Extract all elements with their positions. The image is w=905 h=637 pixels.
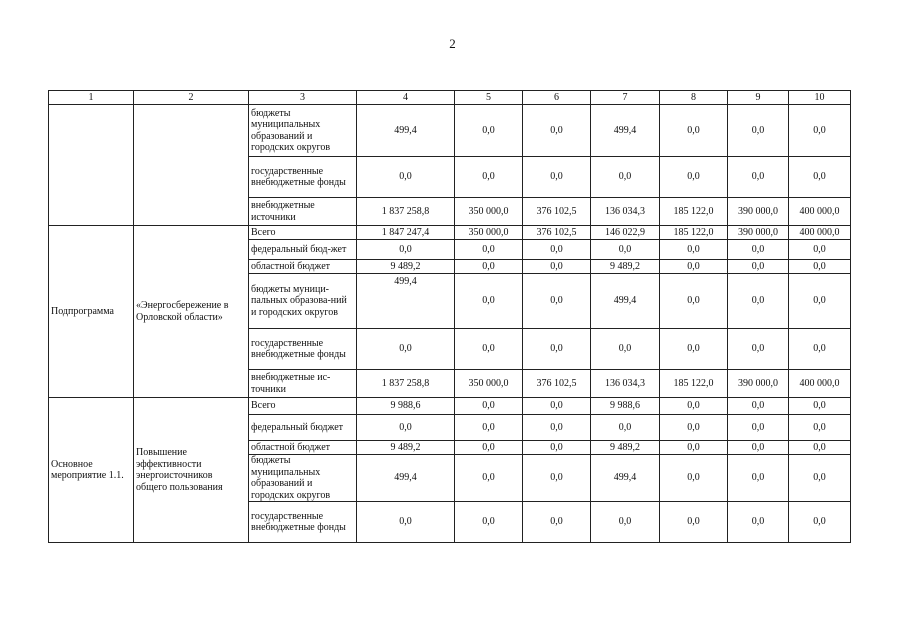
amount-cell: 185 122,0 [660, 198, 728, 226]
amount-cell: 0,0 [455, 157, 523, 198]
amount-cell: 0,0 [523, 240, 591, 260]
amount-cell: 390 000,0 [728, 370, 789, 398]
amount-cell: 0,0 [455, 329, 523, 370]
amount-cell: 0,0 [591, 240, 660, 260]
amount-cell: 136 034,3 [591, 370, 660, 398]
amount-cell: 0,0 [660, 502, 728, 543]
amount-cell: 0,0 [523, 329, 591, 370]
amount-cell: 0,0 [591, 502, 660, 543]
budget-table [48, 90, 851, 543]
column-header: 8 [660, 91, 728, 105]
amount-cell: 376 102,5 [523, 198, 591, 226]
amount-cell: 0,0 [728, 329, 789, 370]
column-header: 9 [728, 91, 789, 105]
amount-cell: 0,0 [728, 441, 789, 455]
amount-cell: 499,4 [591, 274, 660, 329]
amount-cell: 0,0 [357, 240, 455, 260]
funding-source-cell: областной бюджет [249, 441, 357, 455]
column-header: 1 [49, 91, 134, 105]
amount-cell: 0,0 [660, 455, 728, 502]
table-row [49, 226, 851, 240]
amount-cell: 0,0 [523, 105, 591, 157]
funding-source-cell: государственные внебюджетные фонды [249, 502, 357, 543]
amount-cell: 0,0 [455, 240, 523, 260]
funding-source-cell: государственные внебюджетные фонды [249, 157, 357, 198]
amount-cell: 0,0 [789, 441, 851, 455]
amount-cell: 0,0 [455, 274, 523, 329]
header-row [49, 91, 851, 105]
amount-cell: 0,0 [660, 415, 728, 441]
amount-cell: 0,0 [728, 415, 789, 441]
amount-cell: 390 000,0 [728, 226, 789, 240]
amount-cell: 0,0 [591, 329, 660, 370]
amount-cell: 0,0 [660, 105, 728, 157]
amount-cell: 0,0 [523, 260, 591, 274]
program-name-cell [134, 105, 249, 226]
amount-cell: 0,0 [728, 398, 789, 415]
amount-cell: 0,0 [789, 502, 851, 543]
amount-cell: 0,0 [523, 398, 591, 415]
amount-cell: 400 000,0 [789, 370, 851, 398]
amount-cell: 0,0 [660, 274, 728, 329]
amount-cell: 499,4 [591, 105, 660, 157]
amount-cell: 350 000,0 [455, 198, 523, 226]
amount-cell: 499,4 [357, 274, 455, 329]
amount-cell: 1 837 258,8 [357, 198, 455, 226]
amount-cell: 0,0 [789, 455, 851, 502]
amount-cell: 185 122,0 [660, 370, 728, 398]
amount-cell: 0,0 [523, 415, 591, 441]
amount-cell: 0,0 [789, 240, 851, 260]
amount-cell: 0,0 [728, 260, 789, 274]
amount-cell: 0,0 [523, 502, 591, 543]
amount-cell: 0,0 [455, 398, 523, 415]
amount-cell: 390 000,0 [728, 198, 789, 226]
column-header: 2 [134, 91, 249, 105]
funding-source-cell: внебюджетные источники [249, 198, 357, 226]
amount-cell: 0,0 [728, 455, 789, 502]
amount-cell: 0,0 [523, 274, 591, 329]
amount-cell: 9 489,2 [591, 441, 660, 455]
amount-cell: 0,0 [789, 398, 851, 415]
amount-cell: 9 489,2 [591, 260, 660, 274]
amount-cell: 0,0 [728, 105, 789, 157]
amount-cell: 1 837 258,8 [357, 370, 455, 398]
amount-cell: 0,0 [789, 157, 851, 198]
amount-cell: 0,0 [789, 274, 851, 329]
amount-cell: 0,0 [357, 502, 455, 543]
funding-source-cell: Всего [249, 226, 357, 240]
amount-cell: 350 000,0 [455, 226, 523, 240]
program-level-cell: Подпрограмма [49, 226, 134, 398]
amount-cell: 0,0 [728, 240, 789, 260]
amount-cell: 0,0 [660, 260, 728, 274]
amount-cell: 0,0 [728, 502, 789, 543]
amount-cell: 0,0 [523, 157, 591, 198]
page-number: 2 [449, 36, 456, 51]
amount-cell: 0,0 [728, 157, 789, 198]
amount-cell: 0,0 [789, 415, 851, 441]
amount-cell: 0,0 [357, 157, 455, 198]
amount-cell: 1 847 247,4 [357, 226, 455, 240]
amount-cell: 0,0 [455, 260, 523, 274]
amount-cell: 9 489,2 [357, 441, 455, 455]
amount-cell: 0,0 [523, 455, 591, 502]
amount-cell: 350 000,0 [455, 370, 523, 398]
program-level-cell: Основное мероприятие 1.1. [49, 398, 134, 543]
amount-cell: 0,0 [455, 455, 523, 502]
amount-cell: 136 034,3 [591, 198, 660, 226]
amount-cell: 0,0 [455, 502, 523, 543]
amount-cell: 0,0 [523, 441, 591, 455]
funding-source-cell: государственные внебюджетные фонды [249, 329, 357, 370]
amount-cell: 499,4 [591, 455, 660, 502]
amount-cell: 0,0 [455, 415, 523, 441]
column-header: 4 [357, 91, 455, 105]
program-level-cell [49, 105, 134, 226]
column-header: 3 [249, 91, 357, 105]
table-row [49, 105, 851, 157]
amount-cell: 400 000,0 [789, 226, 851, 240]
amount-cell: 0,0 [455, 105, 523, 157]
funding-source-cell: Всего [249, 398, 357, 415]
amount-cell: 0,0 [789, 260, 851, 274]
funding-source-cell: бюджеты муниципальных образований и городских округов [249, 455, 357, 502]
amount-cell: 376 102,5 [523, 226, 591, 240]
funding-source-cell: областной бюджет [249, 260, 357, 274]
amount-cell: 185 122,0 [660, 226, 728, 240]
program-name-cell: «Энергосбережение в Орловской области» [134, 226, 249, 398]
amount-cell: 0,0 [660, 157, 728, 198]
amount-cell: 0,0 [728, 274, 789, 329]
funding-source-cell: бюджеты муниципальных образований и городских округов [249, 105, 357, 157]
amount-cell: 0,0 [357, 329, 455, 370]
column-header: 6 [523, 91, 591, 105]
funding-source-cell: федеральный бюд-жет [249, 240, 357, 260]
amount-cell: 376 102,5 [523, 370, 591, 398]
column-header: 7 [591, 91, 660, 105]
amount-cell: 9 988,6 [591, 398, 660, 415]
program-name-cell: Повышение эффективности энергоисточников общего пользования [134, 398, 249, 543]
amount-cell: 499,4 [357, 105, 455, 157]
amount-cell: 0,0 [789, 329, 851, 370]
amount-cell: 0,0 [660, 329, 728, 370]
table-row [49, 398, 851, 415]
amount-cell: 0,0 [357, 415, 455, 441]
amount-cell: 499,4 [357, 455, 455, 502]
amount-cell: 0,0 [591, 415, 660, 441]
column-header: 5 [455, 91, 523, 105]
amount-cell: 9 988,6 [357, 398, 455, 415]
funding-source-cell: внебюджетные ис-точники [249, 370, 357, 398]
column-header: 10 [789, 91, 851, 105]
funding-source-cell: бюджеты муници-пальных образова-ний и городских округов [249, 274, 357, 329]
amount-cell: 0,0 [660, 240, 728, 260]
amount-cell: 0,0 [660, 441, 728, 455]
amount-cell: 146 022,9 [591, 226, 660, 240]
amount-cell: 0,0 [660, 398, 728, 415]
amount-cell: 0,0 [789, 105, 851, 157]
amount-cell: 0,0 [591, 157, 660, 198]
amount-cell: 9 489,2 [357, 260, 455, 274]
amount-cell: 0,0 [455, 441, 523, 455]
amount-cell: 400 000,0 [789, 198, 851, 226]
funding-source-cell: федеральный бюджет [249, 415, 357, 441]
